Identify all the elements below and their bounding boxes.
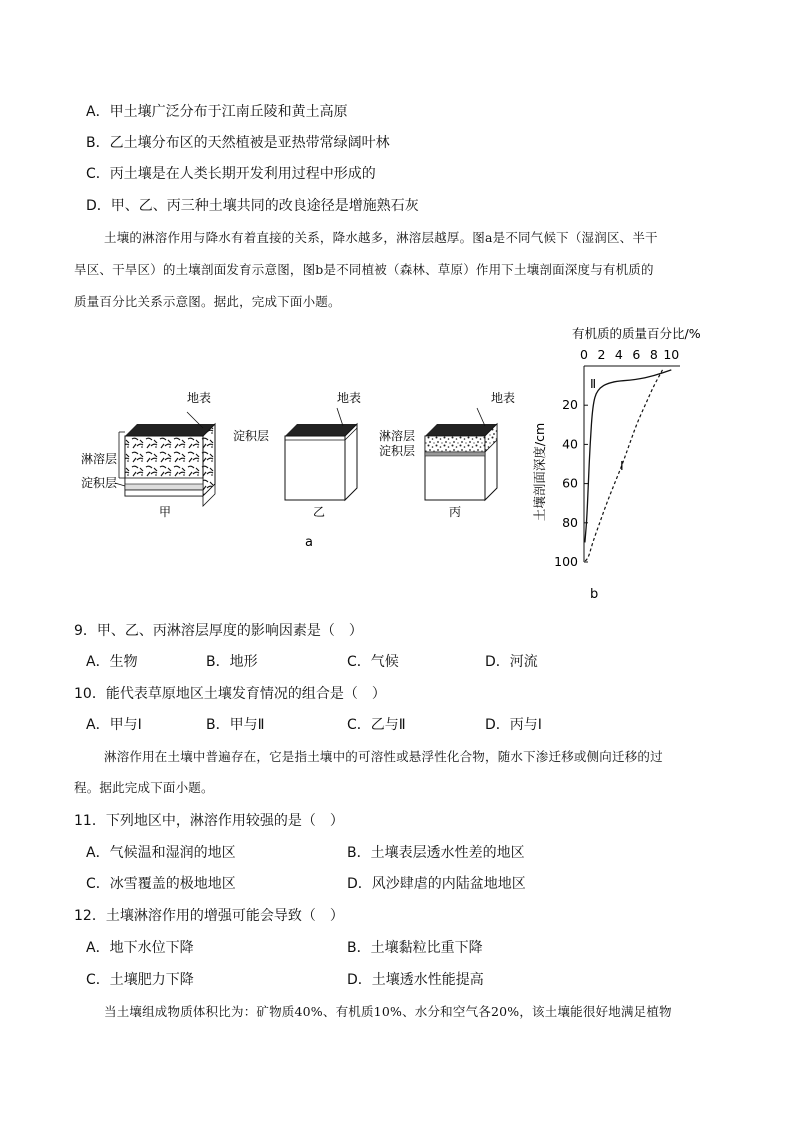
q12-option-b[interactable]: B．土壤黏粒比重下降 bbox=[347, 940, 483, 956]
q10-option-a[interactable]: A．甲与Ⅰ bbox=[86, 717, 142, 733]
q9-option-b[interactable]: B．地形 bbox=[206, 654, 258, 670]
curve-II bbox=[585, 370, 671, 543]
y-tick-label: 20 bbox=[562, 397, 578, 413]
question-9-stem: 9．甲、乙、丙淋溶层厚度的影响因素是（ ） bbox=[74, 623, 363, 639]
curve-I-label: Ⅰ bbox=[620, 458, 624, 473]
leach-layer-label: 淋溶层 bbox=[379, 429, 416, 443]
y-axis-label: 土壤剖面深度/cm bbox=[532, 422, 547, 522]
surface-label: 地表 bbox=[187, 391, 212, 405]
option-b: B．乙土壤分布区的天然植被是亚热带常绿阔叶林 bbox=[86, 135, 390, 151]
passage-line: 旱区、干旱区）的土壤剖面发育示意图，图b是不同植被（森林、草原）作用下土壤剖面深度与有机质的 bbox=[74, 262, 654, 277]
block-name: 甲 bbox=[159, 505, 172, 519]
q9-option-c[interactable]: C．气候 bbox=[347, 654, 399, 670]
x-tick-label: 10 bbox=[663, 347, 680, 362]
q11-option-d[interactable]: D．风沙肆虐的内陆盆地地区 bbox=[347, 876, 526, 892]
question-11-stem: 11．下列地区中，淋溶作用较强的是（ ） bbox=[74, 813, 344, 829]
passage-line: 质量百分比关系示意图。据此，完成下面小题。 bbox=[74, 294, 341, 309]
block-name: 丙 bbox=[449, 505, 462, 519]
soil-block-bing bbox=[379, 390, 515, 519]
option-a: A．甲土壤广泛分布于江南丘陵和黄土高原 bbox=[86, 104, 348, 120]
y-tick-label: 80 bbox=[562, 514, 578, 530]
y-tick-label: 60 bbox=[562, 475, 578, 491]
q9-option-d[interactable]: D．河流 bbox=[485, 654, 538, 670]
x-tick-label: 4 bbox=[614, 347, 623, 362]
figure-caption: b bbox=[590, 587, 599, 602]
soil-block-yi bbox=[233, 390, 361, 519]
x-tick-label: 6 bbox=[632, 347, 641, 362]
passage-line: 土壤的淋溶作用与降水有着直接的关系，降水越多，淋溶层越厚。图a是不同气候下（湿润区、半干 bbox=[104, 230, 658, 245]
passage-line: 淋溶作用在土壤中普遍存在，它是指土壤中的可溶性或悬浮性化合物，随水下渗迁移或侧向迁移的过 bbox=[104, 749, 663, 764]
figure-caption: a bbox=[305, 535, 313, 550]
passage-line: 程。据此完成下面小题。 bbox=[74, 780, 214, 795]
q11-option-b[interactable]: B．土壤表层透水性差的地区 bbox=[347, 845, 525, 861]
deposit-layer-label: 淀积层 bbox=[81, 476, 118, 490]
option-d: D．甲、乙、丙三种土壤共同的改良途径是增施熟石灰 bbox=[86, 198, 419, 214]
deposit-layer-label: 淀积层 bbox=[379, 444, 416, 458]
figure-b-chart bbox=[528, 322, 728, 604]
question-12-stem: 12．土壤淋溶作用的增强可能会导致（ ） bbox=[74, 908, 344, 924]
y-tick-label: 100 bbox=[554, 554, 578, 569]
block-name: 乙 bbox=[313, 505, 326, 519]
surface-label: 地表 bbox=[337, 391, 362, 405]
y-tick-label: 40 bbox=[562, 436, 578, 452]
surface-label: 地表 bbox=[491, 391, 515, 405]
passage-line: 当土壤组成物质体积比为：矿物质40%、有机质10%、水分和空气各20%，该土壤能很好地满足植物 bbox=[104, 1004, 672, 1019]
x-tick-label: 0 bbox=[580, 347, 588, 362]
q10-option-b[interactable]: B．甲与Ⅱ bbox=[206, 717, 265, 733]
q12-option-d[interactable]: D．土壤透水性能提高 bbox=[347, 972, 484, 988]
soil-block-jia bbox=[81, 390, 215, 519]
q10-option-d[interactable]: D．丙与Ⅰ bbox=[485, 717, 542, 733]
q11-option-a[interactable]: A．气候温和湿润的地区 bbox=[86, 845, 236, 861]
leach-layer-label: 淋溶层 bbox=[81, 452, 118, 466]
curve-II-label: Ⅱ bbox=[590, 376, 597, 391]
q10-option-c[interactable]: C．乙与Ⅱ bbox=[347, 717, 406, 733]
option-c: C．丙土壤是在人类长期开发利用过程中形成的 bbox=[86, 166, 376, 182]
q9-option-a[interactable]: A．生物 bbox=[86, 654, 138, 670]
figure-a bbox=[75, 380, 515, 560]
deposit-layer-label: 淀积层 bbox=[233, 429, 270, 443]
q12-option-c[interactable]: C．土壤肥力下降 bbox=[86, 972, 194, 988]
x-tick-label: 8 bbox=[649, 347, 658, 362]
question-10-stem: 10．能代表草原地区土壤发育情况的组合是（ ） bbox=[74, 686, 386, 702]
x-tick-label: 2 bbox=[597, 347, 606, 362]
q11-option-c[interactable]: C．冰雪覆盖的极地地区 bbox=[86, 876, 236, 892]
q12-option-a[interactable]: A．地下水位下降 bbox=[86, 940, 194, 956]
chart-top-label: 有机质的质量百分比/% bbox=[572, 326, 701, 341]
